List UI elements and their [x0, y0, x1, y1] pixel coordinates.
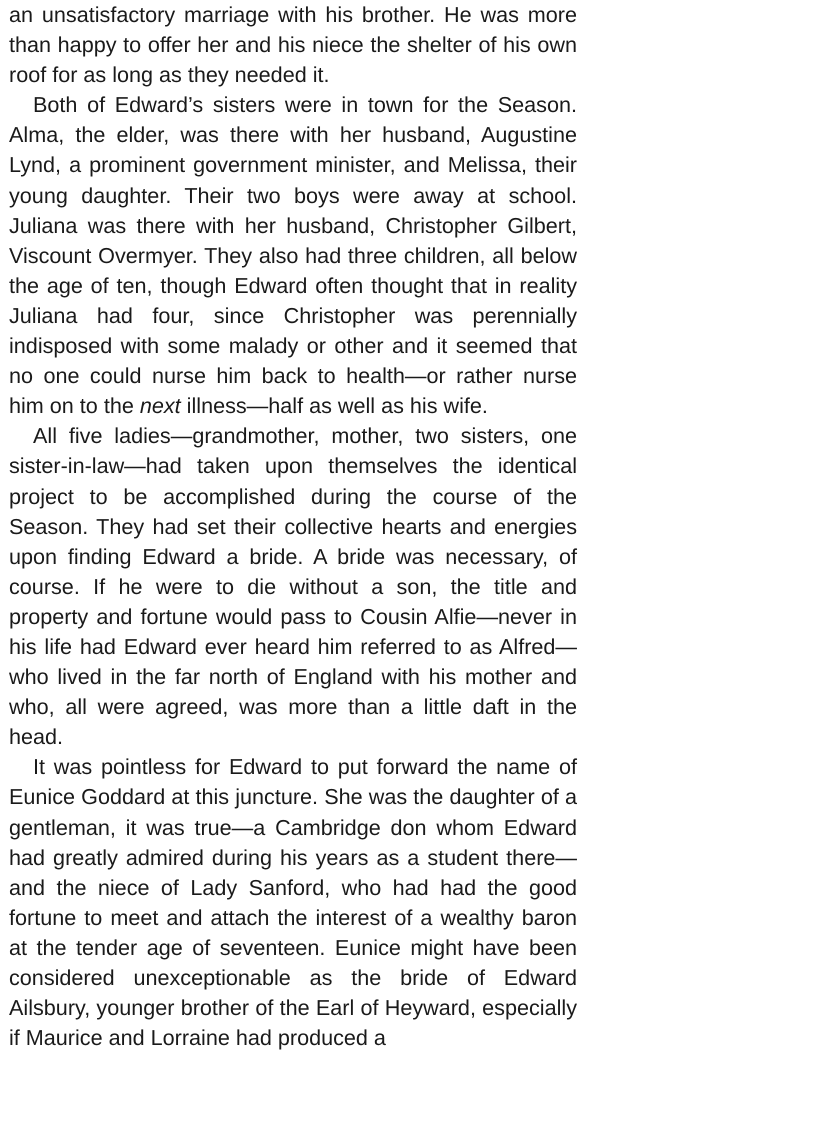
- paragraph-2-text-end: illness—half as well as his wife.: [180, 393, 488, 419]
- paragraph-3-text: All five ladies—grandmother, mother, two sisters, one sister-in-law—had taken upon themselves the identical project to be accomplished during the course of the Season. They had set their collective hearts and energies upon finding Edward a bride. A bride was necessary, of course. If he were to die without a son, the title and property and fortune would pass to Cousin Alfie—never in his life had Edward ever heard him referred to as Alfred—who lived in the far north of England with his mother and who, all were agreed, was more than a little daft in the head.: [9, 423, 577, 750]
- paragraph-4: [9, 752, 577, 1053]
- paragraph-2: [9, 90, 577, 421]
- paragraph-2-italic-word: next: [139, 393, 181, 419]
- book-page: [9, 0, 577, 1053]
- paragraph-3: [9, 421, 577, 752]
- paragraph-1-text: an unsatisfactory marriage with his brother. He was more than happy to offer her and his niece the shelter of his own roof for as long as they needed it.: [9, 2, 577, 88]
- paragraph-4-text: It was pointless for Edward to put forward the name of Eunice Goddard at this juncture. She was the daughter of a gentleman, it was true—a Cambridge don whom Edward had greatly admired during his years as a student there—and the niece of Lady Sanford, who had had the good fortune to meet and attach the interest of a wealthy baron at the tender age of seventeen. Eunice might have been considered unexceptionable as the bride of Edward Ailsbury, younger brother of the Earl of Heyward, especially if Maurice and Lorraine had produced a: [9, 754, 577, 1051]
- paragraph-1: [9, 0, 577, 90]
- paragraph-2-text: Both of Edward’s sisters were in town for the Season. Alma, the elder, was there with her husband, Augustine Lynd, a prominent government minister, and Melissa, their young daughter. Their two boys were away at school. Juliana was there with her husband, Christopher Gilbert, Viscount Overmyer. They also had three children, all below the age of ten, though Edward often thought that in reality Juliana had four, since Christopher was perennially indisposed with some malady or other and it seemed that no one could nurse him back to health—or rather nurse him on to the: [9, 92, 577, 419]
